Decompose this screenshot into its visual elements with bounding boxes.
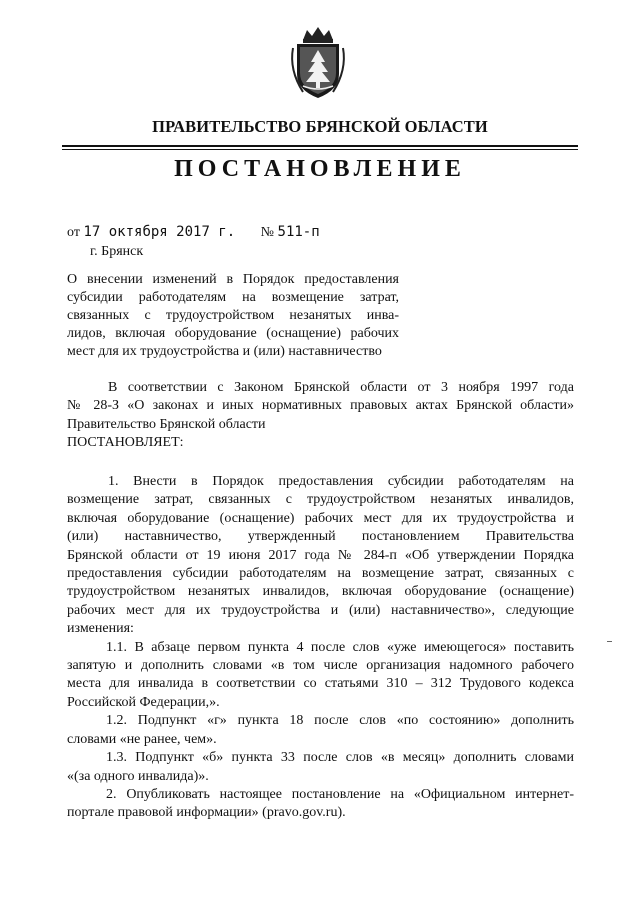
clause-line: предоставления субсидии работодателям на возмещение затрат, связанных с	[67, 566, 574, 582]
clause-line: Брянской области от 19 июня 2017 года № 284-п «Об утверждении Порядка	[67, 547, 574, 563]
clause-1-1-line: Российской Федерации,».	[67, 694, 220, 710]
clause-1-3-line: 1.3. Подпункт «б» пункта 33 после слов «в месяц» дополнить словами	[106, 750, 574, 766]
subject-line: связанных с трудоустройством незанятых инва-	[67, 308, 399, 323]
date-number-line	[67, 224, 320, 241]
header-rule-thick	[62, 145, 578, 147]
subject-line: О внесении изменений в Порядок предоставления	[67, 272, 399, 287]
clause-line: включая оборудование (оснащение) рабочих мест для их трудоустройства и	[67, 510, 574, 526]
clause-line: изменения:	[67, 621, 134, 637]
clause-line: возмещение затрат, связанных с трудоустройством незанятых инвалидов,	[67, 492, 574, 508]
clause-2-line: 2. Опубликовать настоящее постановление на «Официальном интернет-	[106, 786, 574, 802]
preamble-line: Правительство Брянской области	[67, 416, 266, 432]
subject-line: субсидии работодателям на возмещение затрат,	[67, 290, 399, 305]
city: г. Брянск	[90, 244, 144, 259]
header-rule-thin	[62, 149, 578, 150]
clause-line: рабочих мест для их трудоустройства и (или) наставничество», следующие	[67, 602, 574, 618]
subject-line: мест для их трудоустройства и (или) наставничество	[67, 344, 382, 359]
clause-1-2-line: 1.2. Подпункт «г» пункта 18 после слов «по состоянию» дополнить	[106, 713, 574, 729]
document-type-title: ПОСТАНОВЛЕНИЕ	[174, 156, 466, 182]
clause-1	[67, 473, 574, 823]
preamble-line: В соответствии с Законом Брянской области от 3 ноября 1997 года	[108, 380, 574, 395]
clause-1-3-line: «(за одного инвалида)».	[67, 768, 209, 784]
clause-line: трудоустройством незанятых инвалидов, включая оборудование (оснащение)	[67, 584, 574, 600]
clause-1-1-line: запятую и дополнить словами «в том числе организация надомного рабочего	[67, 658, 574, 674]
clause-1-2-line: словами «не ранее, чем».	[67, 731, 217, 747]
document-date: 17 октября 2017 г.	[83, 224, 236, 240]
number-prefix: №	[260, 225, 275, 240]
clause-line: (или) наставничество, утвержденный постановлением Правительства	[67, 529, 574, 545]
preamble-paragraph	[67, 379, 574, 453]
clause-1-1-line: 1.1. В абзаце первом пункта 4 после слов «уже имеющегося» поставить	[106, 639, 574, 655]
government-name: ПРАВИТЕЛЬСТВО БРЯНСКОЙ ОБЛАСТИ	[152, 117, 488, 136]
date-prefix: от	[67, 225, 80, 240]
clause-1-1-line: места для инвалида в соответствии со статьями 310 – 312 Трудового кодекса	[67, 676, 574, 692]
preamble-resolves: ПОСТАНОВЛЯЕТ:	[67, 435, 184, 451]
document-subject	[67, 271, 399, 361]
coat-of-arms-emblem	[287, 26, 349, 102]
margin-mark	[607, 641, 612, 642]
document-number: 511-п	[277, 224, 320, 240]
clause-2-line: портале правовой информации» (pravo.gov.ru).	[67, 805, 346, 821]
subject-line: лидов, включая оборудование (оснащение) рабочих	[67, 326, 399, 341]
preamble-line: № 28-З «О законах и иных нормативных правовых актах Брянской области»	[67, 398, 574, 414]
clause-line: 1. Внести в Порядок предоставления субсидии работодателям на	[108, 474, 574, 489]
